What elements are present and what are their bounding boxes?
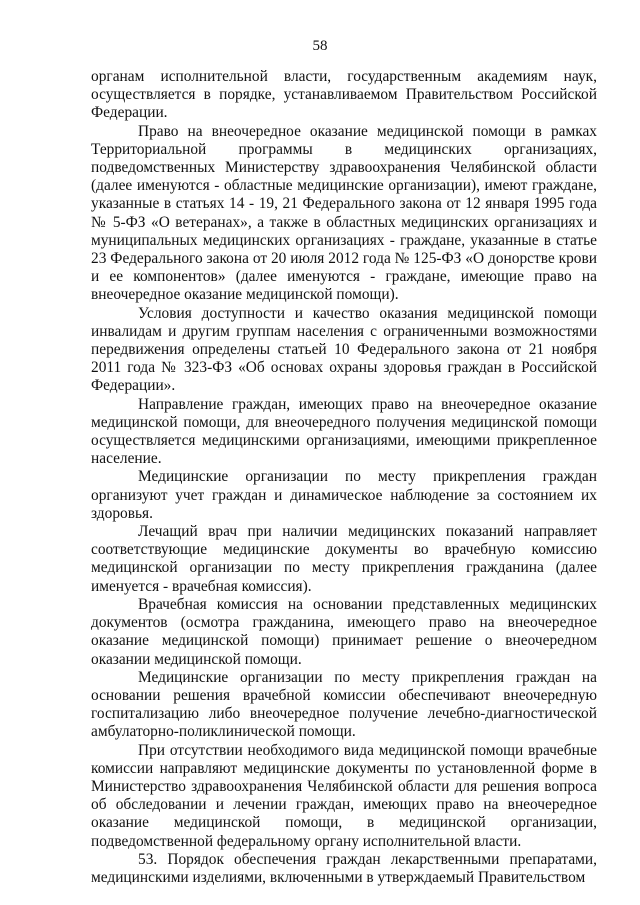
- paragraph-referral-of-citizens: Направление граждан, имеющих право на внеочередное оказание медицинской помощи, для внеочередного получения медицинской помощи осуществляется медицинскими организациями, имеющими прикрепленное население.: [91, 395, 597, 468]
- page-number: 58: [312, 38, 328, 54]
- paragraph-medical-commission-decision: Врачебная комиссия на основании представленных медицинских документов (осмотра гражданина, имеющего право на внеочередное оказание медицинской помощи) принимает решение о внеочередном оказании медицинской помощи.: [91, 595, 597, 668]
- paragraph-accessibility-conditions: Условия доступности и качество оказания медицинской помощи инвалидам и другим группам населения с ограниченными возможностями передвижения определены статьей 10 Федерального закона от 21 ноября 2011 года № 323-ФЗ «Об основах охраны здоровья граждан в Российской Федерации».: [91, 304, 597, 395]
- paragraph-attending-physician: Лечащий врач при наличии медицинских показаний направляет соответствующие медицинские документы во врачебную комиссию медицинской организации по месту прикрепления гражданина (далее именуется - врачебная комиссия).: [91, 523, 597, 595]
- paragraph-hospitalization: Медицинские организации по месту прикрепления граждан на основании решения врачебной комиссии обеспечивают внеочередную госпитализацию либо внеочередное получение лечебно-диагностической амбулаторно-поликлинической помощи.: [91, 668, 597, 741]
- paragraph-extraordinary-care-right: Право на внеочередное оказание медицинской помощи в рамках Территориальной программы в медицинских организациях, подведомственных Министерству здравоохранения Челябинской области (далее именуются - областные медицинские организации), имеют граждане, указанные в статьях 14 - 19, 21 Федерального закона от 12 января 1995 года № 5-ФЗ «О ветеранах», а также в областных медицинских организациях и муниципальных медицинских организациях - граждане, указанные в статье 23 Федерального закона от 20 июля 2012 года № 125-ФЗ «О донорстве крови и ее компонентов» (далее именуются - граждане, имеющие право на внеочередное оказание медицинской помощи).: [91, 122, 597, 304]
- paragraph-missing-care-referral: При отсутствии необходимого вида медицинской помощи врачебные комиссии направляют медицинские документы по установленной форме в Министерство здравоохранения Челябинской области для решения вопроса об обследовании и лечении граждан, имеющих право на внеочередное оказание медицинской помощи, в медицинской организации, подведомственной федеральному органу исполнительной власти.: [91, 741, 597, 850]
- paragraph-registration-and-monitoring: Медицинские организации по месту прикрепления граждан организуют учет граждан и динамическое наблюдение за состоянием их здоровья.: [91, 468, 597, 522]
- paragraph-section-53: 53. Порядок обеспечения граждан лекарственными препаратами, медицинскими изделиями, включенными в утверждаемый Правительством: [91, 850, 597, 886]
- paragraph-continuation: органам исполнительной власти, государственным академиям наук, осуществляется в порядке, устанавливаемом Правительством Российской Федерации.: [91, 68, 597, 122]
- document-body: [91, 68, 597, 887]
